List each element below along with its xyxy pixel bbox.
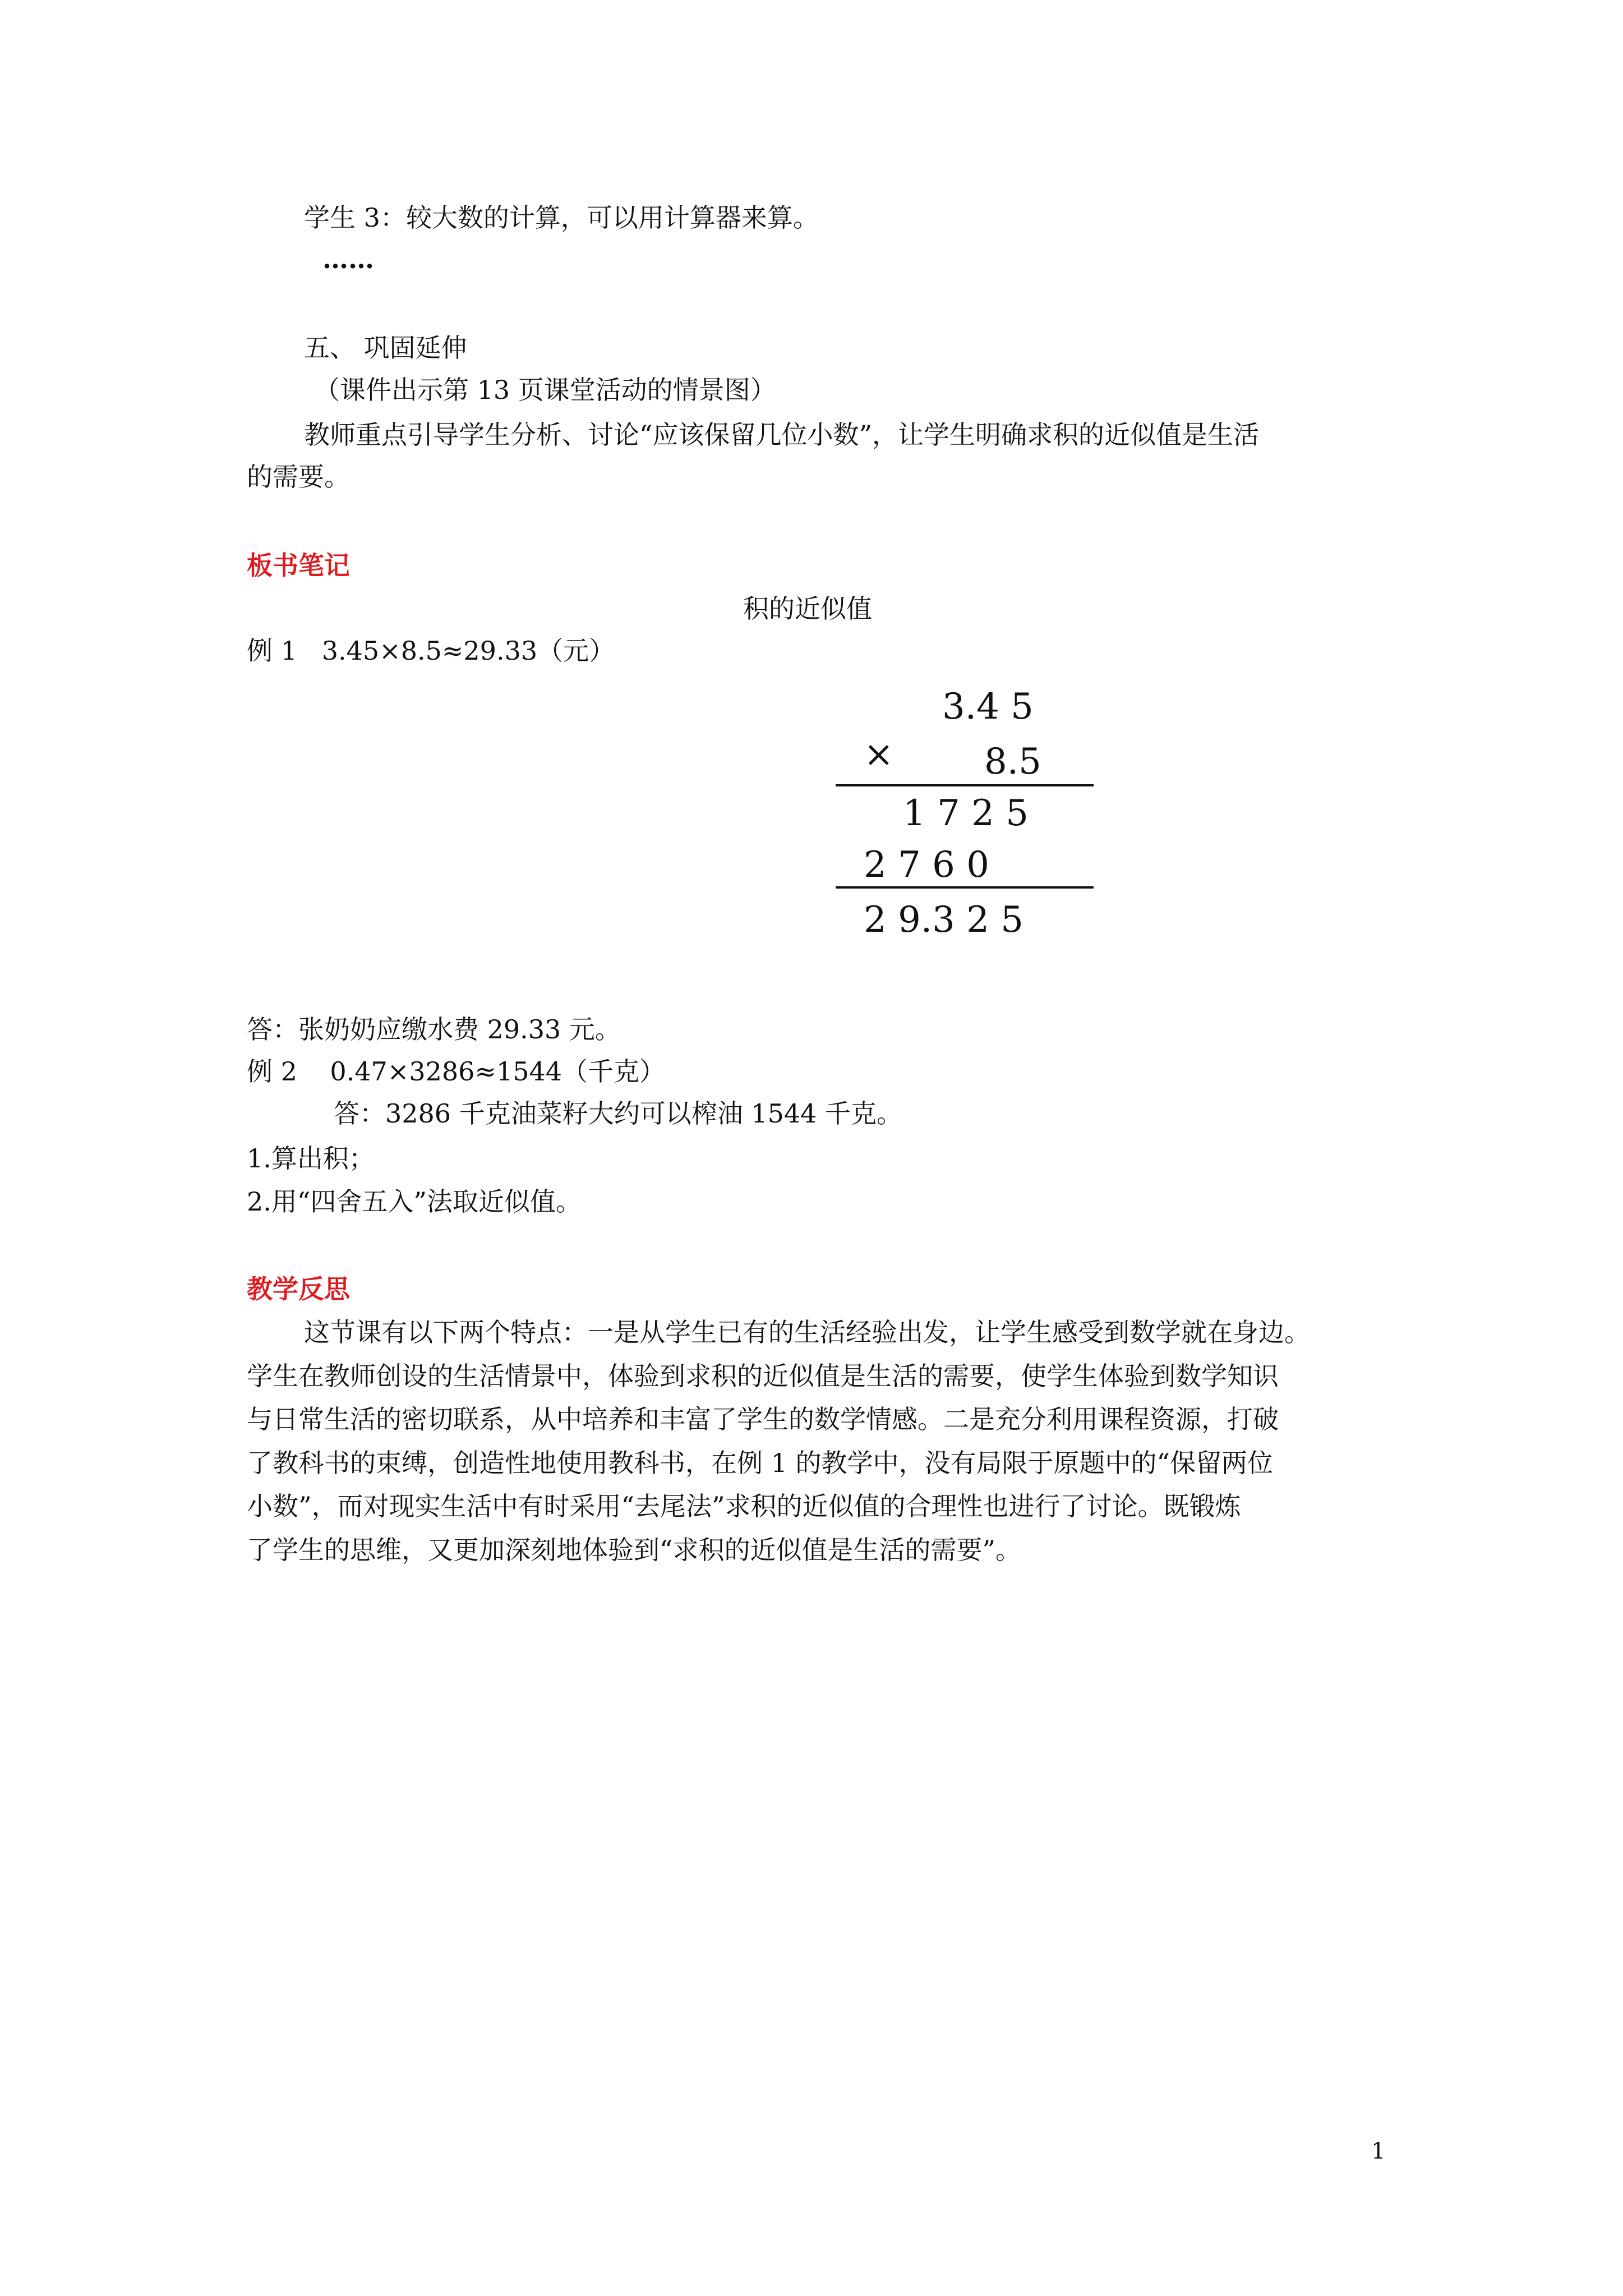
reflection-line: 这节课有以下两个特点：一是从学生已有的生活经验出发，让学生感受到数学就在身边。: [304, 1317, 1310, 1347]
reflection-line: 小数”，而对现实生活中有时采用“去尾法”求积的近似值的合理性也进行了讨论。既锻炼: [247, 1491, 1241, 1521]
reflection-line: 了教科书的束缚，创造性地使用教科书，在例 1 的教学中，没有局限于原题中的“保留两位: [247, 1448, 1274, 1478]
calc-result: 2 9.3 2 5: [864, 899, 1023, 941]
answer2-text: 答：3286 千克油菜籽大约可以榨油 1544 千克。: [334, 1098, 902, 1129]
section-five-note: （课件出示第 13 页课堂活动的情景图）: [314, 375, 776, 405]
calc-multiplicand: 3.4 5: [942, 686, 1034, 728]
section-five-para-line1: 教师重点引导学生分析、讨论“应该保留几位小数”，让学生明确求积的近似值是生活: [304, 420, 1260, 450]
page-number: 1: [1371, 2138, 1386, 2164]
reflection-line: 了学生的思维，又更加深刻地体验到“求积的近似值是生活的需要”。: [247, 1535, 1022, 1565]
calc-partial2: 2 7 6 0: [864, 844, 989, 886]
reflection-line: 学生在教师创设的生活情景中，体验到求积的近似值是生活的需要，使学生体验到数学知识: [247, 1361, 1279, 1391]
board-notes-title: 积的近似值: [743, 593, 872, 624]
calc-rule-top: [836, 784, 1094, 786]
calc-partial1: 1 7 2 5: [903, 793, 1029, 834]
calc-multiplier: 8.5: [984, 741, 1041, 783]
section-five-heading: 五、 巩固延伸: [304, 333, 467, 363]
example2-text: 例 2 0.47×3286≈1544（千克）: [247, 1056, 666, 1087]
step1-text: 1.算出积；: [247, 1143, 375, 1174]
section-five-para-line2: 的需要。: [247, 462, 350, 492]
reflection-heading: 教学反思: [247, 1274, 350, 1304]
step2-text: 2.用“四舍五入”法取近似值。: [247, 1186, 582, 1217]
example1-text: 例 1 3.45×8.5≈29.33（元）: [247, 636, 615, 666]
ellipsis: ……: [322, 244, 374, 274]
answer1-text: 答：张奶奶应缴水费 29.33 元。: [247, 1014, 621, 1045]
calc-rule-bottom: [836, 886, 1094, 889]
student3-text: 学生 3：较大数的计算，可以用计算器来算。: [304, 203, 819, 233]
reflection-line: 与日常生活的密切联系，从中培养和丰富了学生的数学情感。二是充分利用课程资源，打破: [247, 1404, 1279, 1434]
calc-operator: ×: [864, 734, 894, 775]
board-notes-heading: 板书笔记: [247, 550, 350, 581]
